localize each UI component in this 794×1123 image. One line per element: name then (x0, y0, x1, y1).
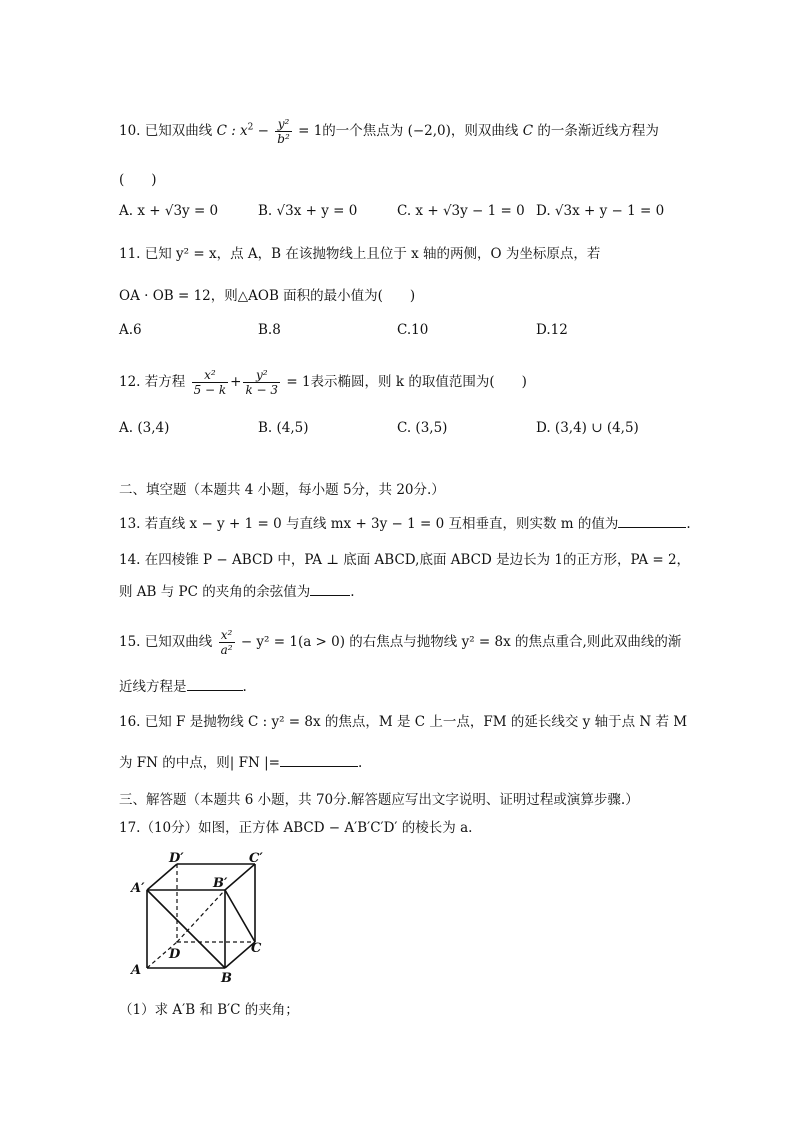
question-13: 13. 若直线 x − y + 1 = 0 与直线 mx + 3y − 1 = 0 互相垂直，则实数 m 的值为 . (119, 513, 679, 534)
question-text: = 1表示椭圆，则 k 的取值范围为( ) (286, 374, 527, 390)
question-11-line2: OA · OB = 12，则△AOB 面积的最小值为( ) (119, 288, 416, 304)
question-text: 13. 若直线 x − y + 1 = 0 与直线 mx + 3y − 1 = 0 互相垂直，则实数 m 的值为 (119, 516, 619, 532)
equation-part: C : x (216, 123, 248, 139)
label-c1: C′ (249, 851, 263, 866)
question-text: 近线方程是 (119, 679, 187, 695)
hidden-diagonal (177, 890, 225, 942)
option-b: B.8 (258, 322, 281, 338)
label-d1: D′ (169, 851, 184, 866)
point: (−2,0) (407, 123, 451, 139)
question-text: ，则双曲线 (450, 123, 519, 139)
option-a: A. (3,4) (119, 420, 170, 436)
question-17-sub1: （1）求 A′B 和 B′C 的夹角； (119, 1002, 299, 1018)
edge (225, 864, 255, 890)
question-14-line1: 14. 在四棱锥 P − ABCD 中，PA ⊥ 底面 ABCD,底面 ABCD 是边长为 1的正方形，PA = 2， (119, 552, 691, 568)
question-text: 为 FN 的中点，则| FN |= (119, 755, 280, 771)
fraction: $\frac{\text{x²}}{5 - k}$ (193, 368, 227, 397)
option-c: C. x + √3y − 1 = 0 (397, 203, 525, 219)
option-a: A. x + √3y = 0 (119, 203, 219, 219)
edge (147, 864, 177, 890)
question-12: 12. 若方程 $\frac{\text{x²}}{5 - k}$ + $\frac{\text{y²}}{k - 3}$ = 1表示椭圆，则 k 的取值范围为( ) (119, 368, 527, 397)
question-number: 10. (119, 123, 141, 139)
option-d: D.12 (536, 322, 568, 338)
section-heading: 二、填空题（本题共 4 小题，每小题 5分，共 20分.） (119, 482, 445, 498)
question-text: 12. 若方程 (119, 374, 186, 390)
label-b: B (221, 971, 232, 985)
label-c: C (251, 941, 262, 956)
label-a: A (131, 963, 142, 978)
answer-blank (618, 513, 686, 528)
option-b: B. (4,5) (258, 420, 309, 436)
diagonal-a1b (147, 890, 225, 968)
question-text: 已知双曲线 (144, 123, 213, 139)
section-heading: 三、解答题（本题共 6 小题，共 70分.解答题应写出文字说明、证明过程或演算步骤.） (119, 792, 639, 808)
option-a: A.6 (119, 322, 142, 338)
question-14-line2: 则 AB 与 PC 的夹角的余弦值为 . (119, 581, 679, 602)
answer-blank (310, 581, 350, 596)
option-c: C. (3,5) (397, 420, 448, 436)
option-c: C.10 (397, 322, 429, 338)
question-15 (119, 628, 682, 657)
option-b: B. √3x + y = 0 (258, 203, 358, 219)
question-text: 15. 已知双曲线 (119, 634, 213, 650)
question-text: 则 AB 与 PC 的夹角的余弦值为 (119, 584, 311, 600)
answer-blank (280, 752, 358, 767)
option-d: D. (3,4) ∪ (4,5) (536, 420, 639, 436)
fraction: $\frac{\text{y²}}{k - 3}$ (245, 368, 279, 397)
label-b1: B′ (213, 876, 228, 891)
question-text: − y² = 1(a > 0) 的右焦点与抛物线 y² = 8x 的焦点重合,则此双曲线的渐 (240, 634, 682, 650)
question-10: 10. 已知双曲线 C : $x^2$ − $\frac{\text{y²}}{\text{b²}}$ = 1的一个焦点为 (−2,0)，则双曲线 C 的一条渐近线方程为 (119, 117, 659, 146)
fraction: $\frac{\text{x²}}{\text{a²}}$ (220, 628, 233, 657)
fraction: $\frac{\text{y²}}{\text{b²}}$ (277, 117, 290, 146)
question-text: 的一个焦点为 (322, 123, 404, 139)
cube-figure (125, 850, 275, 985)
answer-paren: ( ) (119, 172, 157, 188)
question-16-line2: 为 FN 的中点，则| FN |= . (119, 752, 679, 773)
symbol: C (522, 123, 534, 139)
question-17: 17.（10分）如图，正方体 ABCD − A′B′C′D′ 的棱长为 a. (119, 820, 473, 836)
option-d: D. √3x + y − 1 = 0 (536, 203, 665, 219)
question-16-line1: 16. 已知 F 是抛物线 C : y² = 8x 的焦点，M 是 C 上一点，FM 的延长线交 y 轴于点 N 若 M (119, 714, 688, 730)
question-15-line2: 近线方程是 . (119, 676, 679, 697)
label-d: D (169, 947, 181, 962)
diagonal-b1c (225, 890, 255, 942)
question-text: 的一条渐近线方程为 (537, 123, 659, 139)
label-a1: A′ (131, 881, 145, 896)
answer-blank (187, 676, 243, 691)
equation-part: = 1 (298, 123, 323, 139)
question-11-line1: 11. 已知 y² = x，点 A，B 在该抛物线上且位于 x 轴的两侧，O 为坐标原点，若 (119, 246, 601, 262)
